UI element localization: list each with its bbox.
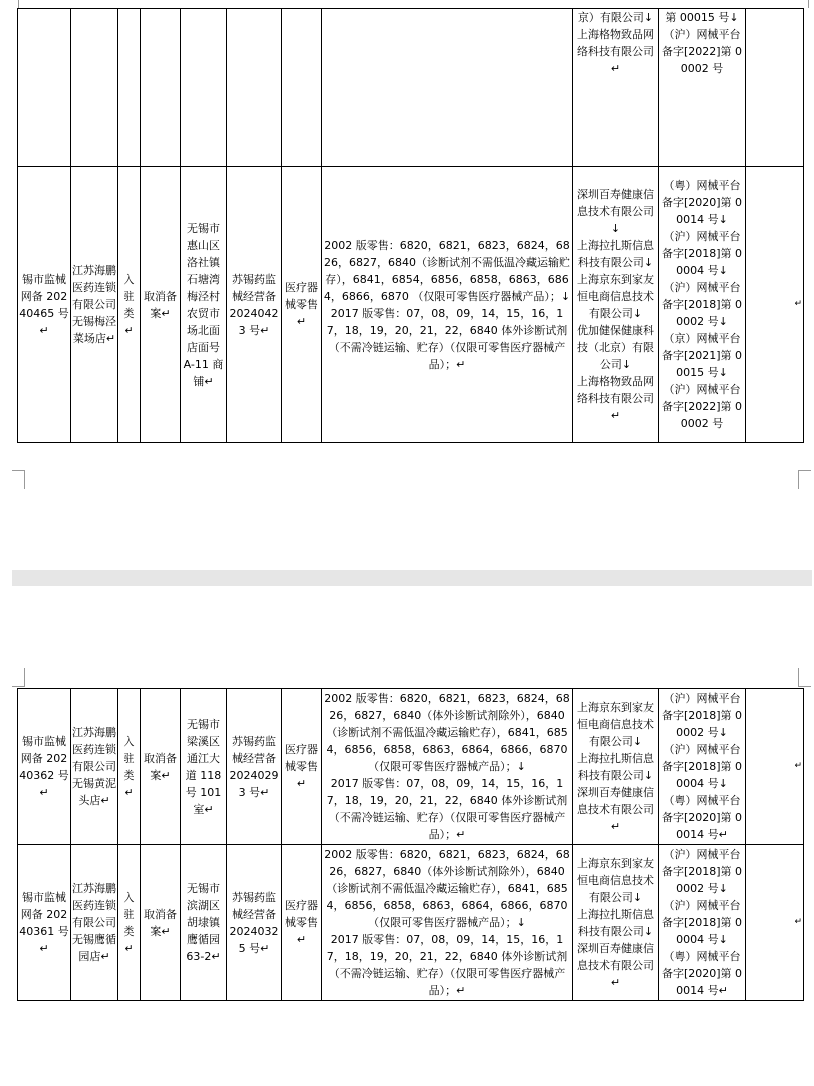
cell-license: 苏锡药监械经营备 20240423 号↵ (227, 167, 282, 443)
cell-address: 无锡市惠山区洛社镇石塘湾梅泾村农贸市场北面店面号 A-11 商铺↵ (181, 167, 227, 443)
cell-platform-company: 上海京东到家友恒电商信息技术有限公司↓ 上海拉扎斯信息科技有限公司↓ 深圳百寿健康信息技术有限公司↵ (573, 845, 659, 1001)
cell-platform-record: （沪）网械平台备字[2018]第 00002 号↓ （沪）网械平台备字[2018]第 00004 号↓ （粤）网械平台备字[2020]第 00014 号↵ (659, 845, 746, 1001)
page-separator (12, 570, 812, 586)
cell-type: 医疗器械零售↵ (282, 167, 322, 443)
table-row-continued (18, 9, 804, 167)
cell-type: 医疗器械零售↵ (282, 845, 322, 1001)
cell-record-no: 锡市监械网备 20240361 号↵ (18, 845, 71, 1001)
cell-action (141, 9, 181, 167)
table-row (18, 845, 804, 1001)
crop-mark (796, 0, 809, 8)
cell-end: ↵ (746, 689, 804, 845)
cell-end: ↵ (746, 167, 804, 443)
cell-record-no (18, 9, 71, 167)
cell-record-no: 锡市监械网备 20240465 号↵ (18, 167, 71, 443)
cell-platform-record: 第 00015 号↓ （沪）网械平台备字[2022]第 00002 号 (659, 9, 746, 167)
cell-type (282, 9, 322, 167)
cell-scope (322, 9, 573, 167)
cell-action: 取消备案↵ (141, 167, 181, 443)
crop-mark (18, 0, 31, 8)
cell-company: 江苏海鹏医药连锁有限公司无锡鹰循园店↵ (71, 845, 118, 1001)
cell-scope: 2002 版零售：6820，6821，6823，6824，6826，6827，6840（诊断试剂不需低温冷藏运输贮存），6841，6854，6856，6858，6863，6864，6866，6870 （仅限可零售医疗器械产品）；↓ 2017 版零售：07，08，09，14，15，16，17，18，19，20，21，22，6840 体外诊断试剂（不需冷链运输、贮存）（仅限可零售医疗器械产品）；↵ (322, 167, 573, 443)
cell-platform-record: （粤）网械平台备字[2020]第 00014 号↓ （沪）网械平台备字[2018]第 00004 号↓ （沪）网械平台备字[2018]第 00002 号↓ （京）网械平台备字[2021]第 00015 号↓ （沪）网械平台备字[2022]第 00002 号 (659, 167, 746, 443)
cell-address: 无锡市梁溪区通江大道 118 号 101 室↵ (181, 689, 227, 845)
cell-license (227, 9, 282, 167)
cell-platform-company: 京）有限公司↓ 上海格物致品网络科技有限公司↵ (573, 9, 659, 167)
cell-action: 取消备案↵ (141, 689, 181, 845)
cell-record-no: 锡市监械网备 20240362 号↵ (18, 689, 71, 845)
cell-scope: 2002 版零售：6820，6821，6823，6824，6826，6827，6840（体外诊断试剂除外），6840（诊断试剂不需低温冷藏运输贮存），6841，6854，6856，6858，6863，6864，6866，6870 （仅限可零售医疗器械产品）；↓ 2017 版零售：07，08，09，14，15，16，17，18，19，20，21，22，6840 体外诊断试剂（不需冷链运输、贮存）（仅限可零售医疗器械产品）；↵ (322, 845, 573, 1001)
record-table-page-2 (17, 688, 804, 1001)
cell-category (118, 9, 141, 167)
cell-end: ↵ (746, 845, 804, 1001)
cell-category: 入驻类↵ (118, 689, 141, 845)
cell-platform-company: 上海京东到家友恒电商信息技术有限公司↓ 上海拉扎斯信息科技有限公司↓ 深圳百寿健康信息技术有限公司↵ (573, 689, 659, 845)
document-page-1 (0, 0, 814, 470)
cell-address (181, 9, 227, 167)
cell-license: 苏锡药监械经营备 20240325 号↵ (227, 845, 282, 1001)
crop-mark (12, 470, 25, 489)
cell-company (71, 9, 118, 167)
crop-mark (798, 668, 811, 687)
cell-category: 入驻类↵ (118, 167, 141, 443)
cell-license: 苏锡药监械经营备 20240293 号↵ (227, 689, 282, 845)
cell-category: 入驻类↵ (118, 845, 141, 1001)
document-page-2 (0, 586, 814, 1086)
cell-company: 江苏海鹏医药连锁有限公司无锡黄泥头店↵ (71, 689, 118, 845)
cell-platform-company: 深圳百寿健康信息技术有限公司↓ 上海拉扎斯信息科技有限公司↓ 上海京东到家友恒电商信息技术有限公司↓ 优加健保健康科技（北京）有限公司↓ 上海格物致品网络科技有限公司↵ (573, 167, 659, 443)
record-table-page-1 (17, 8, 804, 443)
cell-platform-record: （沪）网械平台备字[2018]第 00002 号↓ （沪）网械平台备字[2018]第 00004 号↓ （粤）网械平台备字[2020]第 00014 号↵ (659, 689, 746, 845)
cell-scope: 2002 版零售：6820，6821，6823，6824，6826，6827，6840（体外诊断试剂除外），6840（诊断试剂不需低温冷藏运输贮存），6841，6854，6856，6858，6863，6864，6866，6870 （仅限可零售医疗器械产品）；↓ 2017 版零售：07，08，09，14，15，16，17，18，19，20，21，22，6840 体外诊断试剂（不需冷链运输、贮存）（仅限可零售医疗器械产品）；↵ (322, 689, 573, 845)
cell-company: 江苏海鹏医药连锁有限公司无锡梅泾菜场店↵ (71, 167, 118, 443)
cell-end (746, 9, 804, 167)
table-row (18, 689, 804, 845)
table-row (18, 167, 804, 443)
crop-mark (12, 668, 25, 687)
crop-mark (798, 470, 811, 489)
cell-type: 医疗器械零售↵ (282, 689, 322, 845)
cell-address: 无锡市滨湖区胡埭镇鹰循园 63-2↵ (181, 845, 227, 1001)
cell-action: 取消备案↵ (141, 845, 181, 1001)
